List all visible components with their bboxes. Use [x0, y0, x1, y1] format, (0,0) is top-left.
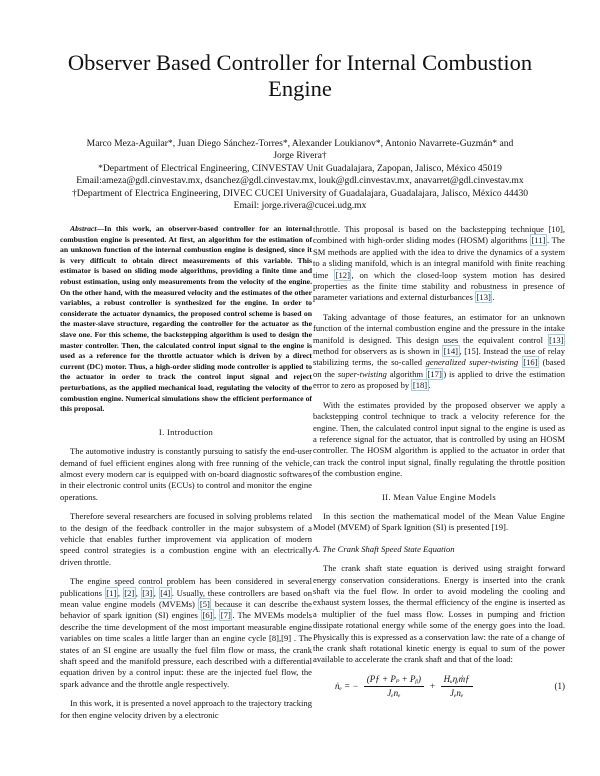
paragraph: Therefore several researchers are focused in solving problems related to the design of the feedback controller in the major subsystem of a vehicle that enables further improvement via application of modern speed control strategies is a combustion engine with an electrically driven throttle. — [60, 511, 312, 567]
fraction: $\frac{\text{Hᵤηᵢṁƒ}}{\text{Jₑnₑ}}$ — [441, 674, 473, 700]
citation-link[interactable]: [4] — [160, 587, 171, 598]
abstract — [60, 224, 312, 415]
citation-link[interactable]: [17] — [427, 368, 442, 379]
equation-number: (1) — [554, 681, 565, 692]
citation-link[interactable]: [5] — [199, 598, 210, 609]
citation-link[interactable]: [13] — [476, 292, 491, 303]
subsection-heading: A. The Crank Shaft Speed State Equation — [313, 543, 455, 554]
email-2: Email: jorge.rivera@cucei.udg.mx — [233, 200, 367, 212]
paper-title: Observer Based Controller for Internal Combustion Engine — [67, 50, 533, 101]
paragraph: The engine speed control problem has been considered in several publications [1] , [2] , [3] , [4] . Usually, these controllers are based on mean value engine models (MVEMs) [5] because it can describe the behavior of spark ignition (SI) engines [6] , [7] . The MVEMs models describe the time development of the most important measurable engine variables on time scales a little larger than an engine cycle [8],[9] . The states of an SI engine are usually the fuel film flow or mass, the crank shaft speed and the manifold pressure, each described with a differential equation driven by a control input: these are the injected fuel flow, the spark advance and the throttle angle respectively. — [60, 576, 312, 689]
citation-link[interactable]: [14] — [443, 346, 458, 357]
paragraph: The crank shaft state equation is derived using straight forward energy conservation considerations. Energy is inserted into the crank shaft via the fuel flow. In order to avoid modeling the cooling and exhaust system losses, the thermal efficiency of the engine is inserted as a multiplier of the fuel mass flow. Losses in pumping and friction dissipate rotational energy while some of the energy goes into the load. Physically this is expressed as a conservation law: the rate of a change of the crank shaft rotational kinetic energy is equal to sum of the power available to accelerate the crank shaft and that of the load: — [313, 563, 565, 665]
email-1: Email:ameza@gdl.cinvestav.mx, dsanchez@gdl.cinvestav.mx, louk@gdl.cinvestav.mx, anavarret@gdl.cinvestav.mx — [76, 175, 524, 187]
affiliation-1: *Department of Electrical Engineering, CINVESTAV Unit Guadalajara, Zapopan, Jalisco, México 45019 — [98, 162, 502, 174]
citation-link[interactable]: [11] — [531, 235, 546, 246]
citation-link[interactable]: [18] — [412, 380, 428, 391]
citation-link[interactable]: [12] — [335, 269, 350, 280]
citation-link[interactable]: [3] — [142, 587, 153, 598]
citation-link[interactable]: [13] — [549, 334, 564, 345]
equation-lhs: ṅₑ = − — [335, 680, 359, 691]
paragraph: In this work, it is presented a novel approach to the trajectory tracking for then engine velocity driven by a electronic — [60, 698, 312, 720]
paragraph: In this section the mathematical model of the Mean Value Engine Model (MVEM) of Spark Ignition (SI) is presented [19]. — [313, 510, 565, 533]
equation-1: ṅₑ = − $\frac{\text{(Pƒ + Pₚ + Pᵦ)}}{\text{Jₑnₑ}}$ + $\frac{\text{Hᵤηᵢṁƒ}}{\text{Jₑnₑ}}$ (1) — [335, 673, 565, 699]
citation-link[interactable]: [16] — [523, 357, 538, 368]
author-block — [30, 138, 570, 212]
author-names-cont: Jorge Rivera† — [273, 150, 327, 162]
citation-link[interactable]: [7] — [220, 610, 231, 621]
section-heading-mvem: II. Mean Value Engine Models — [382, 491, 496, 502]
citation-link[interactable]: [1] — [106, 587, 117, 598]
section-heading-introduction: I. Introduction — [158, 426, 214, 437]
right-column — [313, 224, 565, 700]
fraction: $\frac{\text{(Pƒ + Pₚ + Pᵦ)}}{\text{Jₑnₑ}}$ — [364, 674, 424, 700]
affiliation-2: †Department of Electrica Engineering, DIVEC CUCEI University of Guadalajara, Guadalajara, Jalisco, México 44430 — [71, 187, 529, 199]
abstract-text: —In this work, an observer-based controller for an internal combustion engine is presented. At first, an algorithm for the estimation of an unknown function of the internal combustion engine is designed, since it is very difficult to obtain direct measurements of this variable. This estimator is based on sliding mode algorithms, providing a finite time and robust estimation, using only measurements from the velocity of the engine. On the other hand, with the measured velocity and the estimates of the other variables, a robust controller is synthesized for the engine. In order to considerate the actuator dynamics, the proposed control scheme is based on the master-slave structure, regarding the controller for the actuator as the slave one. For this scheme, the backstepping algorithm is used to design the master controller. Then, the calculated control input signal to the engine is used as a reference for the throttle actuator which is driven by a direct current (DC) motor. Thus, a high-order sliding mode controller is applied to the actuator in order to track the control input signal and reject perturbations, as the applied mechanical load, regulating the velocity of the combustion engine. Numerical simulations show the efficient performance of this proposal. — [60, 224, 312, 414]
paragraph: The automotive industry is constantly pursuing to satisfy the end-user demand of fuel efficient engines along with free running of the vehicle, almost every modern car is equipped with on-board diagnostic softwares in their electronic control units (ECUs) to control and monitor the engine operations. — [60, 446, 312, 502]
left-column — [60, 224, 312, 729]
paragraph: throttle. This proposal is based on the backstepping technique [10], combined with high-order sliding modes (HOSM) algorithms [11] . The SM methods are applied with the idea to drive the dynamics of a system to a sliding manifold, which is an integral manifold with finite reaching time [12] , on which the closed-loop system motion has desired properties as the finite time stability and robustness in presence of parameter variations and external disturbances [13] . — [313, 224, 565, 303]
abstract-label: Abstract — [70, 224, 97, 233]
author-names: Marco Meza-Aguilar*, Juan Diego Sánchez-Torres*, Alexander Loukianov*, Antonio Navarrete-Guzmán* and — [86, 138, 514, 149]
citation-link[interactable]: [6] — [202, 610, 213, 621]
citation-link[interactable]: [2] — [124, 587, 135, 598]
paragraph: With the estimates provided by the proposed observer we apply a backstepping control technique to track a velocity reference for the engine. Then, the calculated control input signal to the engine is used as a reference signal for the actuator, that is controlled by using an HOSM controller. The HOSM algorithm is applied to the actuator in order that can track the control input signal, finally regulating the throttle position of the combustion engine. — [313, 399, 565, 479]
paragraph: Taking advantage of those features, an estimator for an unknown function of the internal combustion engine and the pressure in the intake manifold is designed. This design uses the equivalent control [13] method for observers as is shown in [14] , [15]. Instead the use of relay stabilizing terms, the so-called generalized super-twisting [16] (based on the super-twisting algorithm [17] ) is applied to drive the estimation error to zero as proposed by [18] . — [313, 311, 566, 391]
